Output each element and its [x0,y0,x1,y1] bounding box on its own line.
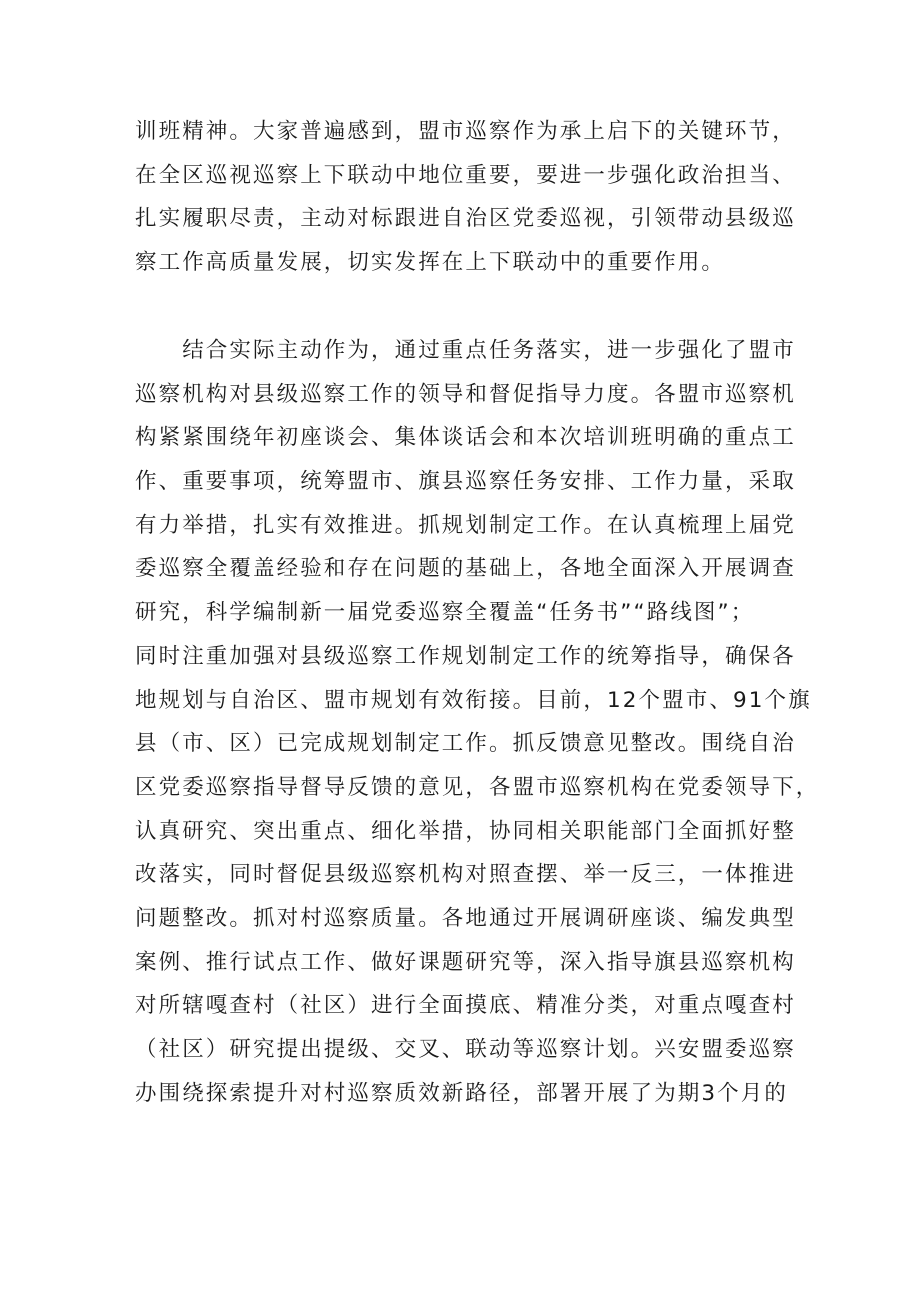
text-line: （社区）研究提出提级、交叉、联动等巡察计划。兴安盟委巡察 [135,1037,796,1062]
text-line: 巡察机构对县级巡察工作的领导和督促指导力度。各盟市巡察机 [135,381,796,407]
text-line: 改落实，同时督促县级巡察机构对照查摆、举一反三，一体推进 [135,862,796,888]
text-line: 对所辖嘎查村（社区）进行全面摸底、精准分类，对重点嘎查村 [135,993,796,1019]
paragraph-2 [135,329,820,1115]
text-line: 县（市、区）已完成规划制定工作。抓反馈意见整改。围绕自治 [135,731,796,757]
text-line: 构紧紧围绕年初座谈会、集体谈话会和本次培训班明确的重点工 [135,425,796,451]
text-line: 研究，科学编制新一届党委巡察全覆盖“任务书”“路线图”； [135,600,755,626]
text-line: 区党委巡察指导督导反馈的意见，各盟市巡察机构在党委领导下， [135,774,820,800]
text-line: 扎实履职尽责，主动对标跟进自治区党委巡视，引领带动县级巡 [135,206,796,232]
text-line: 认真研究、突出重点、细化举措，协同相关职能部门全面抓好整 [135,818,796,844]
text-line: 问题整改。抓对村巡察质量。各地通过开展调研座谈、编发典型 [135,905,796,931]
text-line: 办围绕探索提升对村巡察质效新路径，部署开展了为期3个月的 [135,1080,788,1106]
text-line: 案例、推行试点工作、做好课题研究等，深入指导旗县巡察机构 [135,949,796,975]
text-line: 同时注重加强对县级巡察工作规划制定工作的统筹指导，确保各 [135,643,796,669]
text-line: 委巡察全覆盖经验和存在问题的基础上，各地全面深入开展调查 [135,556,796,582]
text-line: 有力举措，扎实有效推进。抓规划制定工作。在认真梳理上届党 [135,512,796,538]
text-line: 地规划与自治区、盟市规划有效衔接。目前，12个盟市、91个旗 [135,687,812,713]
text-line: 在全区巡视巡察上下联动中地位重要，要进一步强化政治担当、 [135,162,796,188]
text-line: 结合实际主动作为，通过重点任务落实，进一步强化了盟市 [135,338,796,363]
text-line: 作、重要事项，统筹盟市、旗县巡察任务安排、工作力量，采取 [135,469,796,495]
text-line: 察工作高质量发展，切实发挥在上下联动中的重要作用。 [135,250,726,276]
text-line: 训班精神。大家普遍感到，盟市巡察作为承上启下的关键环节， [135,119,796,144]
paragraph-1 [135,110,795,285]
